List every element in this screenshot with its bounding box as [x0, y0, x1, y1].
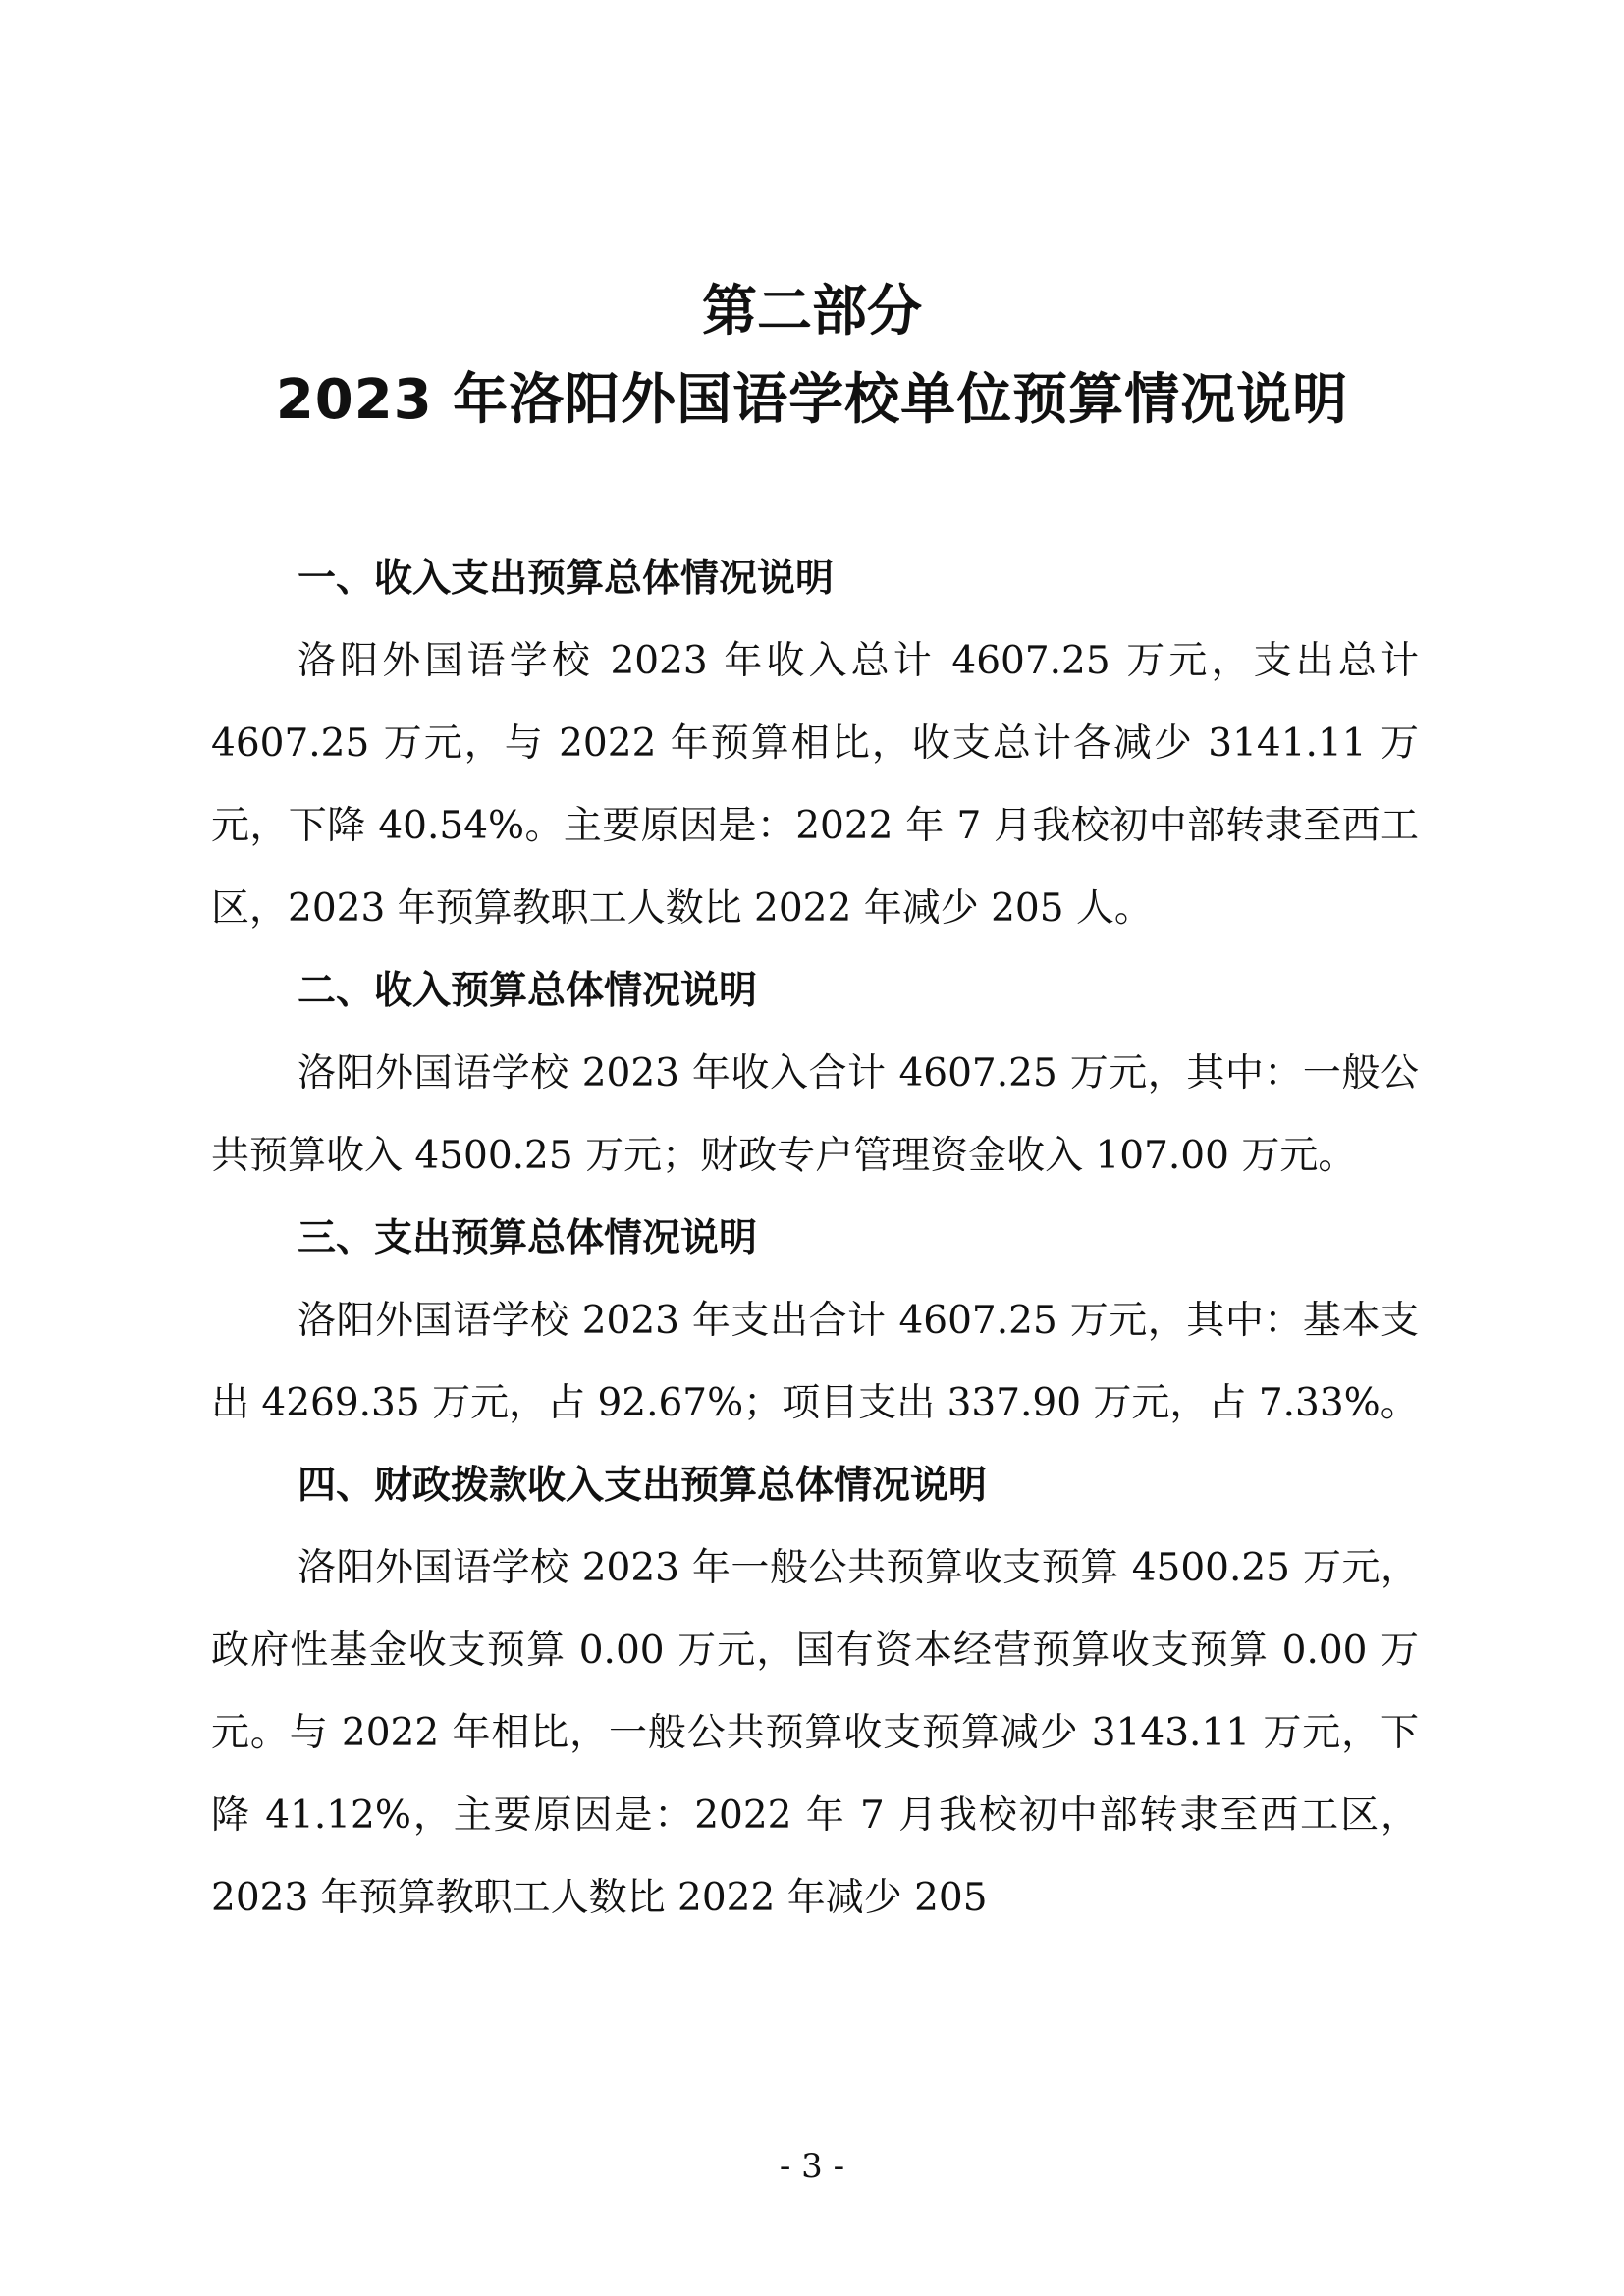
section-paragraph-3: 洛阳外国语学校 2023 年支出合计 4607.25 万元，其中：基本支出 4269.35 万元，占 92.67%；项目支出 337.90 万元，占 7.33%。 [211, 1299, 1419, 1425]
section-paragraph-4: 洛阳外国语学校 2023 年一般公共预算收支预算 4500.25 万元，政府性基金收支预算 0.00 万元，国有资本经营预算收支预算 0.00 万元。与 2022 年相比，一般公共预算收支预算减少 3143.11 万元，下降 41.12%，主要原因是：2022 年 7 月我校初中部转隶至西工区，2023 年预算教职工人数比 2022 年减少 205 [211, 1546, 1419, 1920]
section-heading-1: 一、收入支出预算总体情况说明 [298, 557, 835, 601]
section-heading-3: 三、支出预算总体情况说明 [298, 1216, 758, 1260]
document-body [211, 538, 1419, 1940]
section-paragraph-2: 洛阳外国语学校 2023 年收入合计 4607.25 万元，其中：一般公共预算收入 4500.25 万元；财政专户管理资金收入 107.00 万元。 [211, 1051, 1419, 1178]
page-number: - 3 - [779, 2147, 845, 2186]
part-title: 第二部分 [702, 280, 922, 344]
section-heading-4: 四、财政拨款收入支出预算总体情况说明 [298, 1464, 988, 1508]
document-title: 2023 年洛阳外国语学校单位预算情况说明 [275, 368, 1349, 432]
section-heading-2: 二、收入预算总体情况说明 [298, 969, 758, 1013]
section-paragraph-1: 洛阳外国语学校 2023 年收入总计 4607.25 万元，支出总计 4607.25 万元，与 2022 年预算相比，收支总计各减少 3141.11 万元，下降 40.54%。主要原因是：2022 年 7 月我校初中部转隶至西工区，2023 年预算教职工人数比 2022 年减少 205 人。 [211, 639, 1419, 931]
